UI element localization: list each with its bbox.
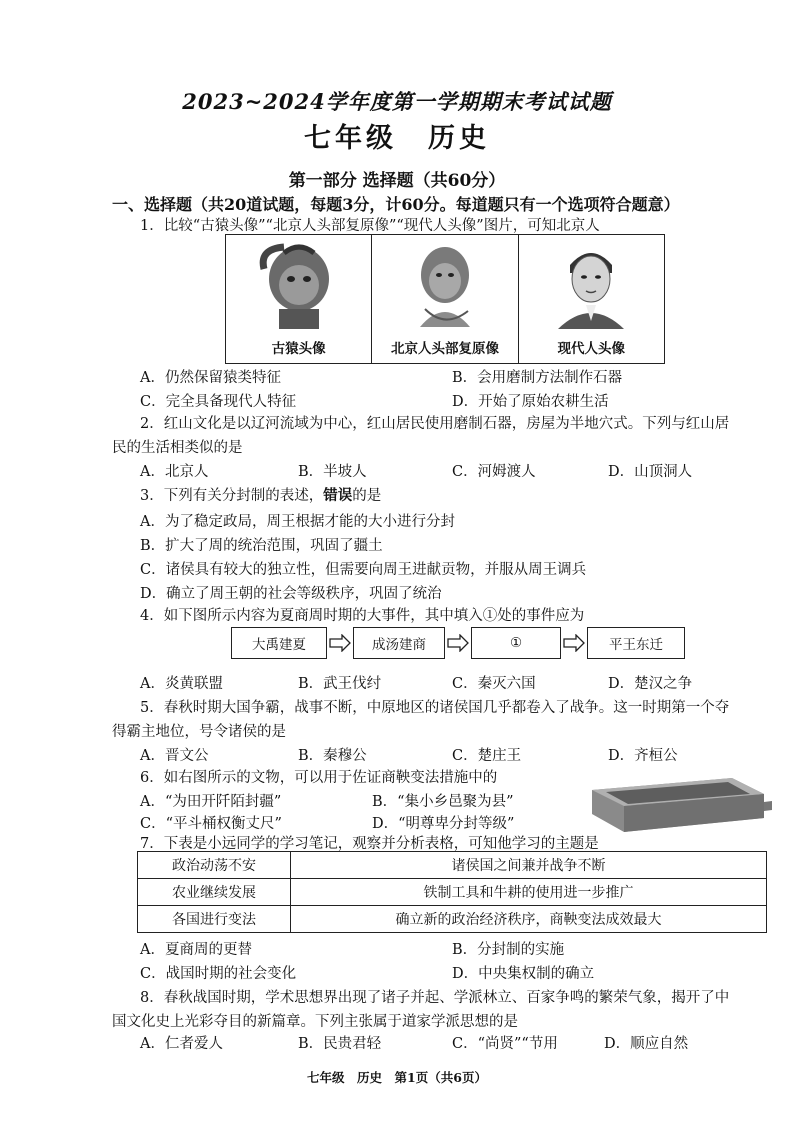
q1-option-c[interactable]: C．完全具备现代人特征 — [140, 394, 297, 410]
table-cell: 铁制工具和牛耕的使用进一步推广 — [291, 879, 767, 906]
modern-man-cell — [519, 235, 664, 363]
q8-option-b[interactable]: B．民贵君轻 — [298, 1036, 382, 1052]
table-row — [138, 906, 767, 933]
q7-option-d[interactable]: D．中央集权制的确立 — [452, 966, 595, 982]
arrow-right-icon — [563, 634, 585, 652]
q6-stem: 6．如右图所示的文物，可以用于佐证商鞅变法措施中的 — [140, 770, 498, 786]
table-cell: 诸侯国之间兼并战争不断 — [291, 852, 767, 879]
q7-option-a[interactable]: A．夏商周的更替 — [140, 942, 252, 958]
q1-stem: 1．比较“古猿头像”“北京人头部复原像”“现代人头像”图片，可知北京人 — [140, 218, 600, 234]
q7-option-b[interactable]: B．分封制的实施 — [452, 942, 565, 958]
q3-option-d[interactable]: D．确立了周王朝的社会等级秩序，巩固了统治 — [140, 586, 442, 602]
q8-stem-line1: 8．春秋战国时期，学术思想界出现了诸子并起、学派林立、百家争鸣的繁荣气象，揭开了中 — [140, 990, 730, 1006]
q3-option-a[interactable]: A．为了稳定政局，周王根据才能的大小进行分封 — [140, 514, 455, 530]
ape-head-caption: 古猿头像 — [271, 341, 326, 357]
q5-option-d[interactable]: D．齐桓公 — [608, 748, 678, 764]
q3-option-b[interactable]: B．扩大了周的统治范围，巩固了疆土 — [140, 538, 383, 554]
q4-option-a[interactable]: A．炎黄联盟 — [140, 676, 223, 692]
q3-emphasis: 错误 — [323, 487, 353, 504]
q3-option-c[interactable]: C．诸侯具有较大的独立性，但需要向周王进献贡物，并服从周王调兵 — [140, 562, 587, 578]
q6-option-d[interactable]: D．“明尊卑分封等级” — [372, 816, 515, 832]
q5-stem-line2: 得霸主地位，号令诸侯的是 — [112, 724, 286, 740]
q5-option-b[interactable]: B．秦穆公 — [298, 748, 367, 764]
q4-timeline — [231, 626, 685, 660]
q2-stem-line2: 民的生活相类似的是 — [112, 440, 243, 456]
q4-option-b[interactable]: B．武王伐纣 — [298, 676, 382, 692]
q2-option-b[interactable]: B．半坡人 — [298, 464, 367, 480]
peking-man-image — [400, 239, 490, 331]
table-cell: 农业继续发展 — [138, 879, 291, 906]
modern-man-image — [546, 239, 636, 331]
q2-option-d[interactable]: D．山顶洞人 — [608, 464, 693, 480]
timeline-step-1: 大禹建夏 — [231, 627, 327, 659]
q1-option-d[interactable]: D．开始了原始农耕生活 — [452, 394, 609, 410]
q6-option-c[interactable]: C．“平斗桶权衡丈尺” — [140, 816, 282, 832]
arrow-right-icon — [447, 634, 469, 652]
q8-option-c[interactable]: C．“尚贤”“节用 — [452, 1036, 558, 1052]
table-cell: 确立新的政治经济秩序，商鞅变法成效最大 — [291, 906, 767, 933]
q5-option-a[interactable]: A．晋文公 — [140, 748, 209, 764]
table-row — [138, 852, 767, 879]
ape-head-image — [254, 239, 344, 331]
shang-yang-measure-image — [582, 772, 772, 838]
section-heading: 一、选择题（共20道试题，每题3分，计60分。每道题只有一个选项符合题意） — [112, 195, 680, 214]
table-cell: 政治动荡不安 — [138, 852, 291, 879]
part-heading: 第一部分 选择题（共60分） — [288, 171, 506, 191]
peking-man-caption: 北京人头部复原像 — [390, 341, 499, 357]
q1-option-b[interactable]: B．会用磨制方法制作石器 — [452, 370, 623, 386]
q8-option-d[interactable]: D．顺应自然 — [604, 1036, 689, 1052]
peking-man-cell — [372, 235, 518, 363]
q2-option-c[interactable]: C．河姆渡人 — [452, 464, 536, 480]
ape-head-cell — [226, 235, 372, 363]
arrow-right-icon — [329, 634, 351, 652]
q1-option-a[interactable]: A．仍然保留猿类特征 — [140, 370, 281, 386]
exam-title: 2023~2024学年度第一学期期末考试试题 — [182, 89, 612, 114]
timeline-step-4: 平王东迁 — [587, 627, 685, 659]
exam-subtitle: 七年级 历史 — [304, 123, 490, 154]
q8-option-a[interactable]: A．仁者爱人 — [140, 1036, 223, 1052]
q6-option-b[interactable]: B．“集小乡邑聚为县” — [372, 794, 514, 810]
q4-stem: 4．如下图所示内容为夏商周时期的大事件，其中填入①处的事件应为 — [140, 608, 585, 624]
q4-option-c[interactable]: C．秦灭六国 — [452, 676, 536, 692]
q2-stem-line1: 2．红山文化是以辽河流域为中心，红山居民使用磨制石器，房屋为半地穴式。下列与红山居 — [140, 416, 730, 432]
q1-image-table — [225, 234, 665, 364]
q6-option-a[interactable]: A．“为田开阡陌封疆” — [140, 794, 282, 810]
table-row — [138, 879, 767, 906]
page-footer: 七年级 历史 第1页（共6页） — [307, 1070, 487, 1085]
timeline-step-2: 成汤建商 — [353, 627, 445, 659]
modern-man-caption: 现代人头像 — [557, 341, 626, 357]
q4-option-d[interactable]: D．楚汉之争 — [608, 676, 693, 692]
q7-stem: 7．下表是小远同学的学习笔记，观察并分析表格，可知他学习的主题是 — [140, 836, 599, 852]
q7-option-c[interactable]: C．战国时期的社会变化 — [140, 966, 297, 982]
q2-option-a[interactable]: A．北京人 — [140, 464, 209, 480]
q8-stem-line2: 国文化史上光彩夺目的新篇章。下列主张属于道家学派思想的是 — [112, 1014, 518, 1030]
table-cell: 各国进行变法 — [138, 906, 291, 933]
timeline-step-blank: ① — [471, 627, 561, 659]
q3-stem: 3．下列有关分封制的表述，错误的是 — [140, 487, 382, 504]
q7-notes-table — [137, 851, 767, 933]
q5-stem-line1: 5．春秋时期大国争霸，战事不断，中原地区的诸侯国几乎都卷入了战争。这一时期第一个夺 — [140, 700, 730, 716]
q5-option-c[interactable]: C．楚庄王 — [452, 748, 522, 764]
